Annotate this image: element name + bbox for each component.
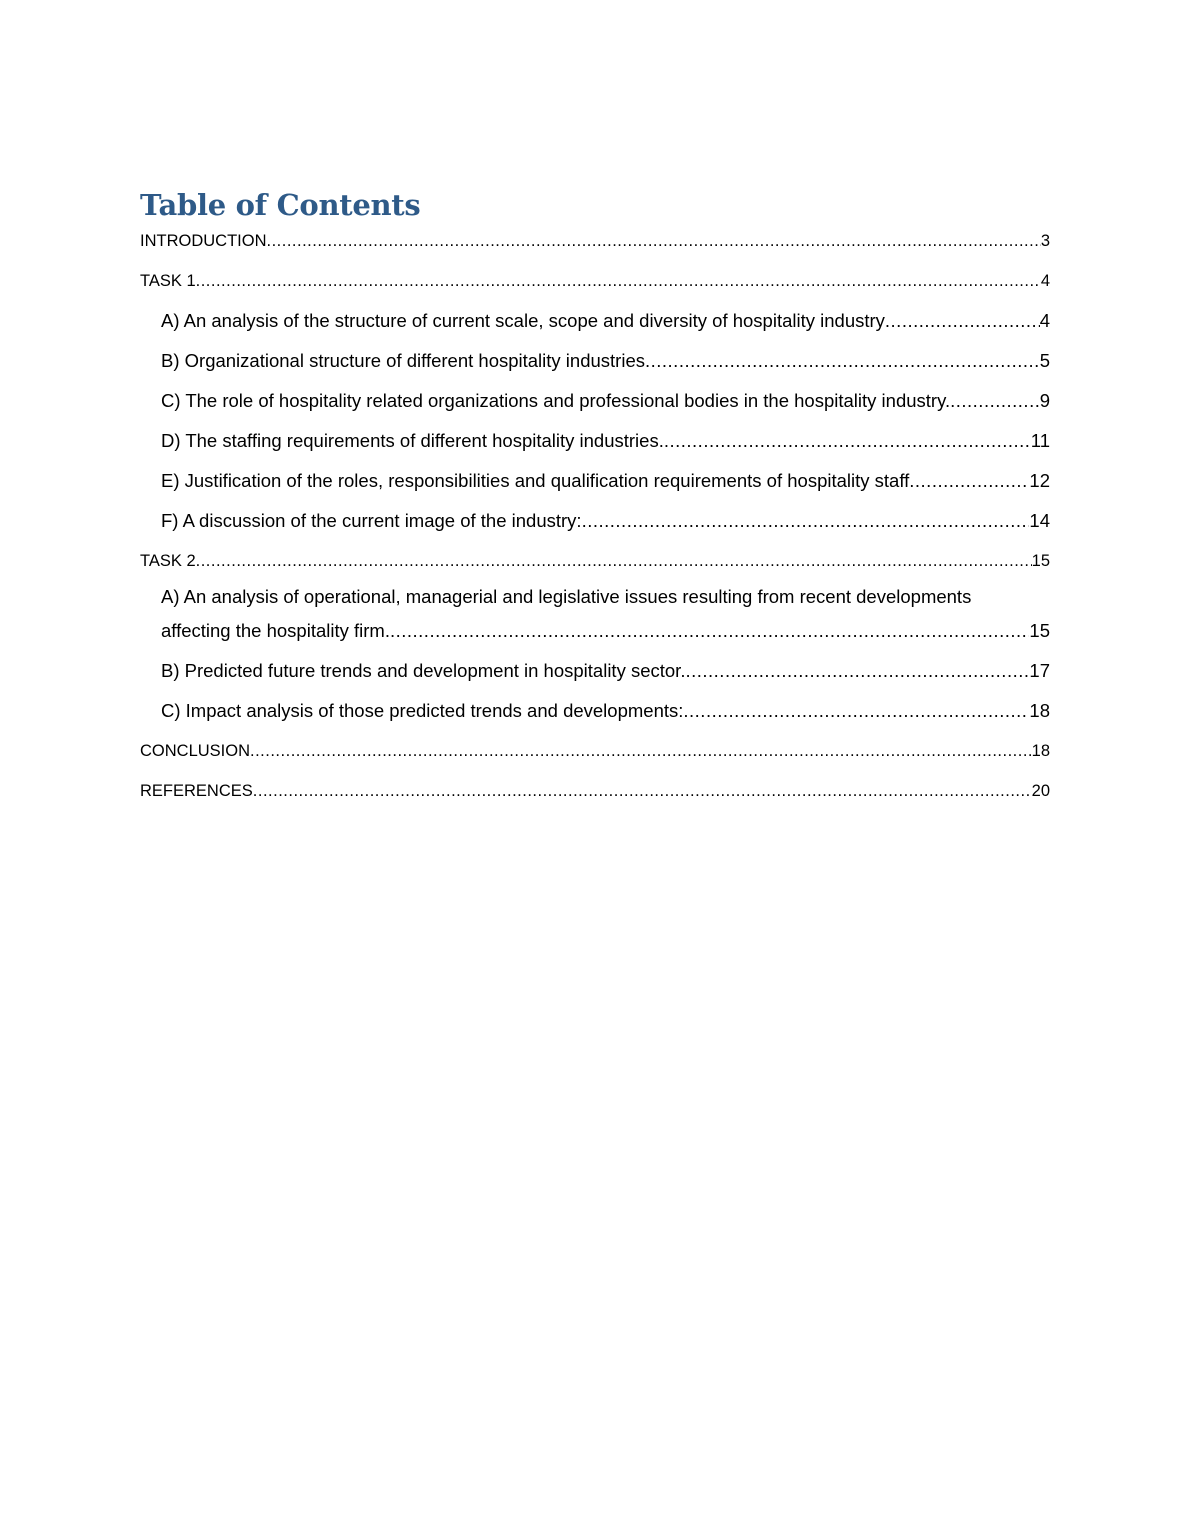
toc-entry-conclusion[interactable] — [140, 722, 1050, 762]
toc-entry-text-line-2: affecting the hospitality firm. — [161, 620, 390, 641]
toc-entry-text: E) Justification of the roles, responsibilities and qualification requirements of hospitality staff — [161, 470, 910, 491]
toc-page-number: 9 — [1039, 390, 1050, 411]
toc-entry-task-1-a[interactable] — [140, 292, 1050, 332]
toc-page-number: 4 — [1039, 310, 1050, 331]
toc-page-number: 18 — [1029, 700, 1050, 721]
toc-entry-text: A) An analysis of the structure of current scale, scope and diversity of hospitality industry — [161, 310, 885, 331]
toc-entry-task-2[interactable] — [140, 532, 1050, 572]
toc-leader — [253, 780, 1032, 802]
toc-entry-text: F) A discussion of the current image of the industry: — [161, 510, 582, 531]
toc-leader — [196, 270, 1041, 292]
toc-leader — [582, 510, 1030, 532]
toc-entry-text: CONCLUSION — [140, 742, 251, 760]
toc-entry-text: B) Organizational structure of different hospitality industries — [161, 350, 645, 371]
toc-page-number: 14 — [1029, 510, 1050, 531]
toc-leader — [250, 740, 1032, 762]
toc-leader — [645, 350, 1040, 372]
toc-leader — [683, 700, 1029, 722]
toc-leader — [664, 430, 1031, 452]
toc-leader — [267, 230, 1041, 252]
toc-page-number: 15 — [1029, 620, 1050, 641]
toc-entry-task-1-f[interactable] — [140, 492, 1050, 532]
toc-entry-task-1-d[interactable] — [140, 412, 1050, 452]
toc-page-number: 20 — [1031, 782, 1050, 800]
toc-entry-references[interactable] — [140, 762, 1050, 802]
toc-page-number: 11 — [1030, 430, 1050, 451]
toc-entry-text: INTRODUCTION — [140, 232, 267, 250]
toc-entry-text: REFERENCES — [140, 782, 253, 800]
toc-entry-introduction[interactable] — [140, 228, 1050, 252]
toc-entry-text: C) The role of hospitality related organizations and professional bodies in the hospitality industry. — [161, 390, 951, 411]
toc-page-number: 15 — [1031, 552, 1050, 570]
toc-leader — [950, 390, 1040, 412]
toc-entry-text: D) The staffing requirements of different hospitality industries. — [161, 430, 664, 451]
toc-page-number: 3 — [1040, 232, 1050, 250]
toc-entry-text: TASK 1 — [140, 272, 196, 290]
toc-entry-line-2 — [161, 612, 1050, 642]
toc-entry-task-1-b[interactable] — [140, 332, 1050, 372]
toc-leader — [909, 470, 1029, 492]
toc-entry-text: TASK 2 — [140, 552, 196, 570]
toc-leader — [885, 310, 1040, 332]
toc-entry-task-1-c[interactable] — [140, 372, 1050, 412]
toc-entry-task-2-a[interactable] — [140, 572, 1050, 642]
toc-entry-text-line-1: A) An analysis of operational, managerial and legislative issues resulting from recent developments — [161, 586, 972, 607]
toc-leader — [196, 550, 1032, 572]
toc-entry-task-1[interactable] — [140, 252, 1050, 292]
table-of-contents — [140, 186, 1050, 802]
toc-entry-task-2-b[interactable] — [140, 642, 1050, 682]
toc-leader — [685, 660, 1029, 682]
toc-title: Table of Contents — [140, 188, 421, 222]
toc-page-number: 5 — [1039, 350, 1050, 371]
toc-page-number: 17 — [1029, 660, 1050, 681]
toc-entry-text: C) Impact analysis of those predicted trends and developments: — [161, 700, 684, 721]
toc-page-number: 12 — [1029, 470, 1050, 491]
toc-entry-text: B) Predicted future trends and development in hospitality sector. — [161, 660, 686, 681]
toc-page-number: 4 — [1040, 272, 1050, 290]
toc-entry-task-1-e[interactable] — [140, 452, 1050, 492]
toc-entry-task-2-c[interactable] — [140, 682, 1050, 722]
toc-leader — [390, 620, 1029, 642]
toc-page-number: 18 — [1031, 742, 1050, 760]
